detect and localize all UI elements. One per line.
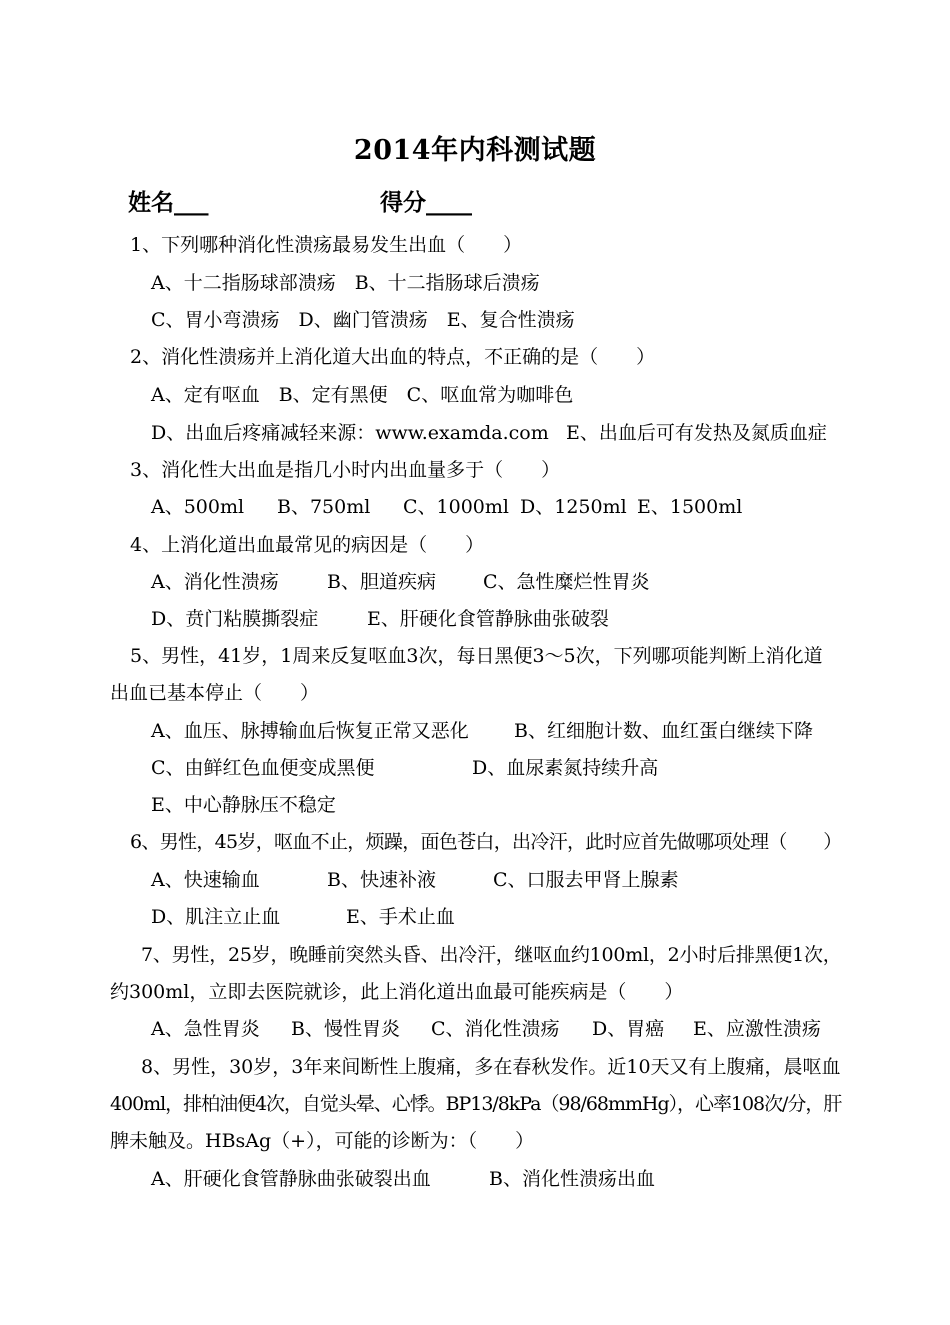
question-2-option-d: D、出血后疼痛减轻来源：www.examda.com: [151, 422, 549, 444]
question-5-option-b: B、红细胞计数、血红蛋白继续下降: [514, 720, 813, 742]
question-6: 6、男性，45岁，呕血不止，烦躁，面色苍白，出冷汗，此时应首先做哪项处理（ ）: [130, 831, 842, 853]
question-5-option-c: C、由鲜红色血便变成黑便: [151, 757, 375, 779]
question-1-options-row-2: C、胃小弯溃疡 D、幽门管溃疡 E、复合性溃疡: [151, 309, 575, 331]
question-7-option-e: E、应激性溃疡: [693, 1018, 821, 1040]
question-4: 4、上消化道出血最常见的病因是（ ）: [130, 534, 485, 556]
question-2: 2、消化性溃疡并上消化道大出血的特点，不正确的是（ ）: [130, 346, 656, 368]
question-8-line-3: 脾未触及。HBsAg（+），可能的诊断为：（ ）: [110, 1130, 535, 1152]
question-5-line-1: 5、男性，41岁，1周来反复呕血3次，每日黑便3～5次，下列哪项能判断上消化道: [130, 645, 823, 667]
question-2-options-row-1: A、定有呕血 B、定有黑便 C、呕血常为咖啡色: [151, 384, 574, 406]
question-7-option-c: C、消化性溃疡: [431, 1018, 560, 1040]
question-2-option-e: E、出血后可有发热及氮质血症: [566, 422, 827, 444]
question-6-option-c: C、口服去甲肾上腺素: [493, 869, 679, 891]
question-5-option-d: D、血尿素氮持续升高: [472, 757, 659, 779]
name-field-label: 姓名___: [128, 189, 209, 216]
question-8-line-1: 8、男性，30岁，3年来间断性上腹痛，多在春秋发作。近10天又有上腹痛，晨呕血: [141, 1056, 841, 1078]
question-7-line-1: 7、男性，25岁，晚睡前突然头昏、出冷汗，继呕血约100ml，2小时后排黑便1次，: [141, 944, 842, 966]
question-8-option-b: B、消化性溃疡出血: [489, 1168, 655, 1190]
question-6-option-b: B、快速补液: [327, 869, 436, 891]
question-3-option-d: D、1250ml: [520, 496, 627, 518]
page-title: 2014年内科测试题: [353, 135, 597, 166]
question-5-option-e: E、中心静脉压不稳定: [151, 794, 336, 816]
question-8-option-a: A、肝硬化食管静脉曲张破裂出血: [151, 1168, 431, 1190]
question-3-option-c: C、1000ml: [403, 496, 509, 518]
question-4-option-c: C、急性糜烂性胃炎: [483, 571, 650, 593]
question-7-option-d: D、胃癌: [592, 1018, 665, 1040]
question-5-option-a: A、血压、脉搏输血后恢复正常又恶化: [151, 720, 469, 742]
score-field-label: 得分____: [380, 189, 472, 216]
question-4-option-d: D、贲门粘膜撕裂症: [151, 608, 319, 630]
question-6-option-d: D、肌注立止血: [151, 906, 281, 928]
question-7-line-2: 约300ml，立即去医院就诊，此上消化道出血最可能疾病是（ ）: [110, 981, 684, 1003]
question-3-option-b: B、750ml: [277, 496, 371, 518]
question-3: 3、消化性大出血是指几小时内出血量多于（ ）: [130, 459, 561, 481]
question-6-option-e: E、手术止血: [346, 906, 455, 928]
question-6-option-a: A、快速输血: [151, 869, 260, 891]
question-7-option-a: A、急性胃炎: [151, 1018, 260, 1040]
question-8-line-2: 400ml，排柏油便4次，自觉头晕、心悸。BP13/8kPa（98/68mmHg），心率108次/分，肝: [110, 1093, 842, 1115]
question-3-option-a: A、500ml: [151, 496, 245, 518]
question-3-option-e: E、1500ml: [637, 496, 743, 518]
question-4-option-a: A、消化性溃疡: [151, 571, 279, 593]
question-7-option-b: B、慢性胃炎: [291, 1018, 400, 1040]
question-1-options-row-1: A、十二指肠球部溃疡 B、十二指肠球后溃疡: [151, 272, 540, 294]
question-5-line-2: 出血已基本停止（ ）: [110, 682, 320, 704]
question-4-option-b: B、胆道疾病: [327, 571, 436, 593]
question-1: 1、下列哪种消化性溃疡最易发生出血（ ）: [130, 234, 523, 256]
question-4-option-e: E、肝硬化食管静脉曲张破裂: [367, 608, 609, 630]
